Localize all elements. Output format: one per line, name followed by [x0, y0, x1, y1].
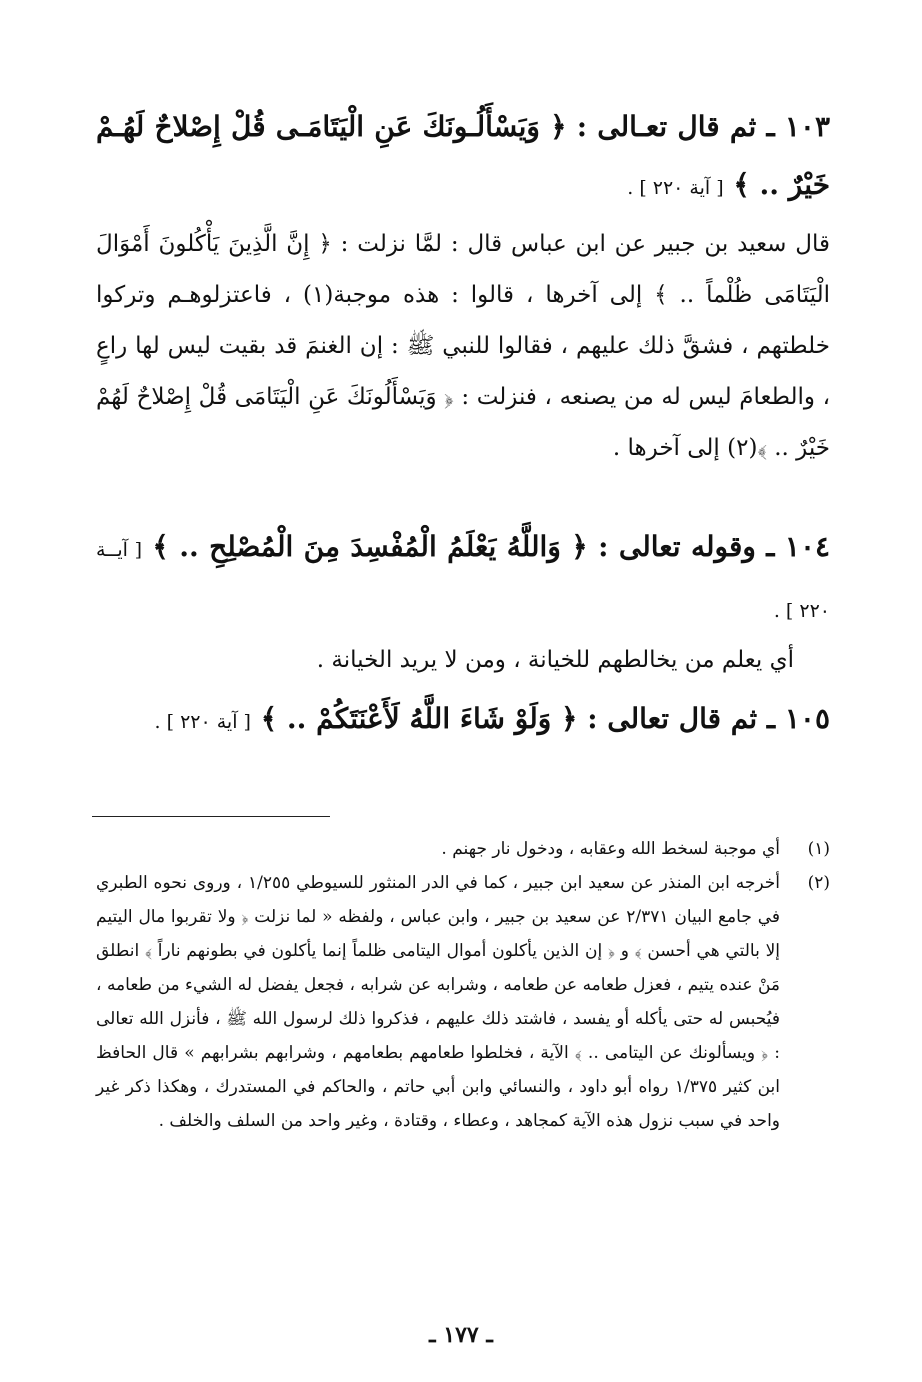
footnote-text: أي موجبة لسخط الله وعقابه ، ودخول نار جهنم . [441, 839, 780, 859]
section-number: ١٠٣ [784, 110, 830, 143]
section-intro: ـ ثم قال تعالى : [587, 702, 776, 735]
section-104-heading [96, 518, 830, 640]
footnote-2 [96, 866, 830, 1138]
verse-reference: [ آية ٢٢٠ ] . [627, 177, 724, 199]
verse-reference: [ آية ٢٢٠ ] . [154, 711, 251, 733]
verse-reference: [ آيــة ٢٢٠ ] . [96, 539, 830, 622]
quran-verse: ﴿ وَيَسْأَلُـونَكَ عَنِ الْيَتَامَـى قُلْ إِصْلاحٌ لَهُـمْ خَيْرٌ .. ﴾ [96, 110, 830, 201]
footnote-divider [92, 816, 330, 817]
section-105-heading [96, 690, 830, 751]
quran-verse: ﴿ وَلَوْ شَاءَ اللَّهُ لَأَعْنَتَكُمْ .. ﴾ [260, 702, 578, 735]
section-intro: ـ وقوله تعالى : [598, 530, 775, 563]
commentary-paragraph: أي يعلم من يخالطهم للخيانة ، ومن لا يريد الخيانة . [316, 647, 794, 673]
section-number: ١٠٤ [784, 530, 831, 563]
footnote-text: أخرجه ابن المنذر عن سعيد ابن جبير ، كما في الدر المنثور للسيوطي ١/٢٥٥ ، وروى نحوه الطبري في جامع البيان ٢/٣٧١ عن سعيد بن جبير ، وابن عباس ، ولفظه « لما نزلت ﴿ ولا تقربوا مال اليتيم إلا بالتي هي أحسن ﴾ و ﴿ إن الذين يأكلون أموال اليتامى ظلماً إنما يأكلون في بطونهم ناراً ﴾ انطلق مَنْ عنده يتيم ، فعزل طعامه عن طعامه ، وشرابه عن شرابه ، فجعل يفضل له الشيء من طعامه ، فيُحبس له حتى يأكله أو يفسد ، فاشتد ذلك عليهم ، فذكروا ذلك لرسول الله ﷺ ، فأنزل الله تعالى : ﴿ ويسألونك عن اليتامى .. ﴾ الآية ، فخلطوا طعامهم بطعامهم ، وشرابهم بشرابهم » قال الحافظ ابن كثير ١/٣٧٥ رواه أبو داود ، والنسائي وابن أبي حاتم ، والحاكم في المستدرك ، وهكذا ذكر غير واحد في سبب نزول هذه الآية كمجاهد ، وعطاء ، وقتادة ، وغير واحد من السلف والخلف . [96, 873, 780, 1131]
quran-verse: ﴿ وَاللَّهُ يَعْلَمُ الْمُفْسِدَ مِنَ الْمُصْلِحِ .. ﴾ [152, 530, 588, 563]
section-number: ١٠٥ [784, 702, 830, 735]
footnotes [96, 832, 830, 1138]
footnote-marker: (٢) [807, 873, 830, 893]
section-intro: ـ ثم قال تعـالى : [576, 110, 775, 143]
section-103-heading [96, 98, 830, 217]
footnote-marker: (١) [807, 839, 830, 859]
section-104-commentary [96, 635, 794, 686]
commentary-paragraph: قال سعيد بن جبير عن ابن عباس قال : لمَّا نزلت : ﴿ إِنَّ الَّذِينَ يَأْكُلونَ أَمْوَالَ الْيَتَامَى ظُلْماً .. ﴾ إلى آخرها ، قالوا : هذه موجبة(١) ، فاعتزلوهـم وتركوا خلطتهم ، فشقَّ ذلك عليهم ، فقالوا للنبي ﷺ : إن الغنمَ قد بقيت ليس لها راعٍ ، والطعامَ ليس له من يصنعه ، فنزلت : ﴿ وَيَسْأَلُونَكَ عَنِ الْيَتَامَى قُلْ إِصْلاحٌ لَهُمْ خَيْرٌ .. ﴾(٢) إلى آخرها . [96, 231, 831, 461]
page-number: ـ ١٧٧ ـ [429, 1322, 493, 1348]
section-103-commentary [96, 219, 830, 474]
footnote-1 [96, 832, 830, 866]
